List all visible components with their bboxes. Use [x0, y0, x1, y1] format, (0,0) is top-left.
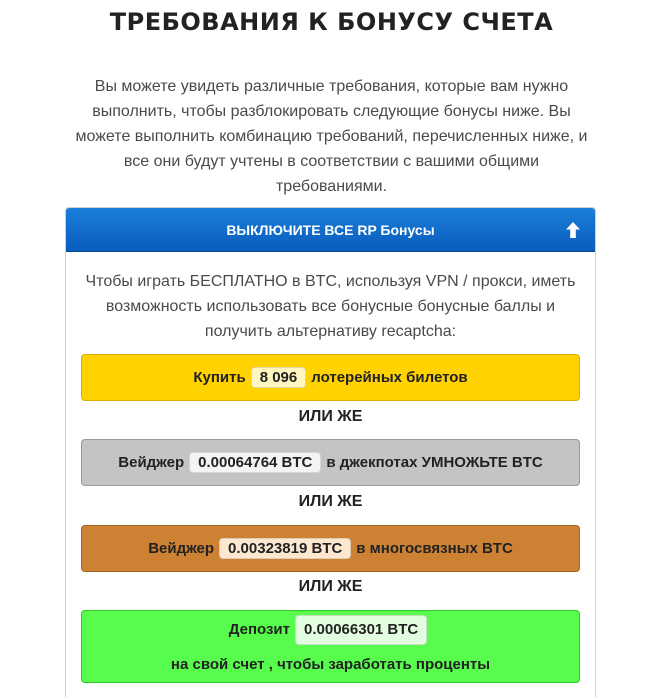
panel-header[interactable] [66, 208, 595, 252]
panel-header-label: ВЫКЛЮЧИТЕ ВСЕ RP Бонусы [226, 222, 435, 238]
requirement-detail: в многосвязных BTC [356, 540, 513, 557]
arrow-up-icon[interactable] [565, 221, 581, 239]
requirement-deposit [81, 610, 580, 683]
requirement-value: 0.00064764 BTC [189, 452, 321, 473]
panel-description: Чтобы играть БЕСПЛАТНО в BTC, используя VPN / прокси, иметь возможность использовать все бонусные бонусные баллы и получить альтернативу recaptcha: [85, 273, 576, 340]
or-separator: ИЛИ ЖЕ [298, 578, 363, 595]
requirement-value: 0.00066301 BTC [295, 615, 427, 645]
page-title: ТРЕБОВАНИЯ К БОНУСУ СЧЕТА [109, 8, 554, 36]
requirement-action: Вейджер [118, 454, 185, 471]
requirement-action: Депозит [228, 620, 290, 638]
bonus-panel [65, 207, 596, 697]
requirement-tickets [81, 354, 580, 401]
requirement-detail: на свой счет , чтобы заработать проценты [170, 656, 491, 674]
requirement-action: Купить [193, 369, 246, 386]
requirement-value: 0.00323819 BTC [219, 538, 351, 559]
or-separator: ИЛИ ЖЕ [298, 408, 363, 425]
requirement-detail: в джекпотах УМНОЖЬТЕ BTC [326, 454, 543, 471]
requirement-value: 8 096 [251, 367, 307, 388]
intro-text: Вы можете увидеть различные требования, которые вам нужно выполнить, чтобы разблокировать следующие бонусы ниже. Вы можете выполнить комбинацию требований, перечисленных ниже, и все они будут учтены в соответствии с вашими общими требованиями. [75, 78, 588, 195]
requirement-action: Вейджер [148, 540, 215, 557]
requirement-multiply-wager [81, 525, 580, 572]
or-separator: ИЛИ ЖЕ [298, 493, 363, 510]
requirement-detail: лотерейных билетов [311, 369, 468, 386]
requirement-jackpot-wager [81, 439, 580, 486]
